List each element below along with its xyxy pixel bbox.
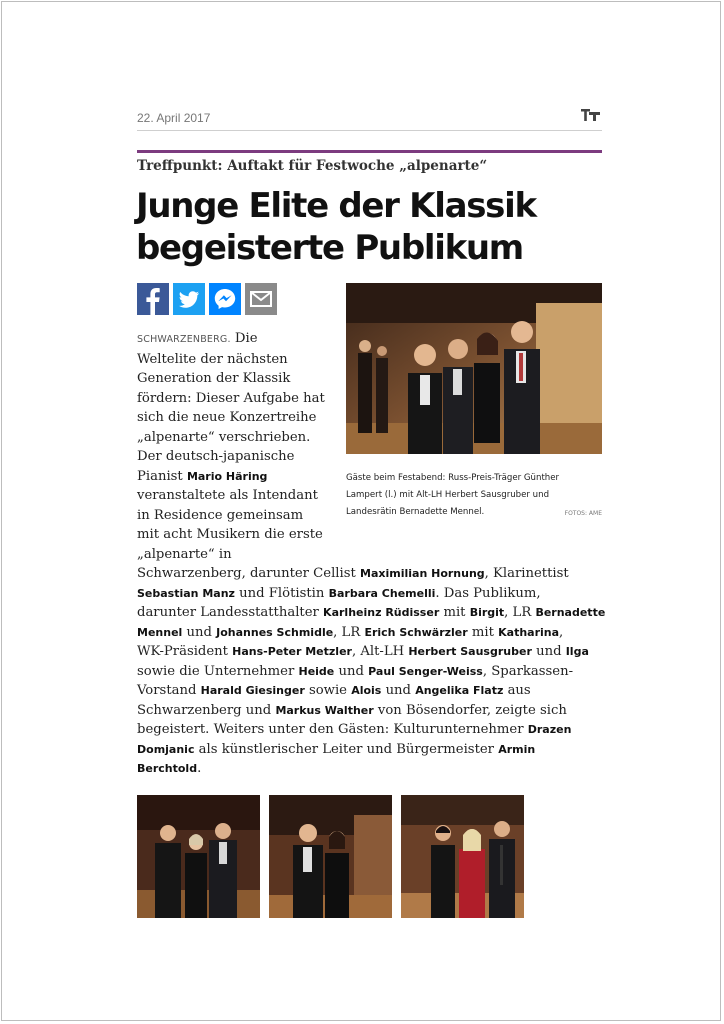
person-name: Johannes Schmidle <box>216 625 334 639</box>
body-line: Der deutsch-japanische <box>137 449 295 464</box>
body-text: und Flötistin <box>239 585 325 601</box>
body-text: als künstlerischer Leiter und Bürgermeister <box>198 741 494 757</box>
person-name: Alois <box>351 684 382 697</box>
body-line: „alpenarte“ in <box>137 546 232 562</box>
body-text: Vorstand <box>137 683 197 698</box>
section-divider <box>137 150 602 153</box>
body-text: WK-Präsident <box>137 644 228 659</box>
person-name: Armin <box>498 742 536 756</box>
headline-line-2: begeisterte Publikum <box>136 228 523 268</box>
body-line: Generation der Klassik <box>137 371 291 386</box>
body-text: sowie die Unternehmer <box>137 663 295 679</box>
article-body-full-width <box>137 564 607 779</box>
body-text: sowie <box>308 683 347 698</box>
person-name: Ilga <box>565 645 589 658</box>
body-text: Die <box>234 331 258 346</box>
caption-line-3 <box>346 504 602 521</box>
body-line: Weltelite der nächsten <box>137 351 288 367</box>
share-bar <box>137 283 277 315</box>
article-body-column <box>137 329 337 564</box>
body-text: . Das Publikum, <box>435 585 541 601</box>
photo-caption <box>346 470 602 522</box>
body-text: , LR <box>333 624 361 640</box>
photo-credit: FOTOS: AME <box>564 510 602 517</box>
body-text: , LR <box>504 605 532 620</box>
twitter-icon[interactable] <box>173 283 205 315</box>
person-name: Mennel <box>137 625 183 639</box>
person-name: Barbara Chemelli <box>328 586 436 600</box>
header-divider <box>137 130 602 131</box>
body-text: mit <box>443 605 466 620</box>
person-name: Heide <box>298 664 335 678</box>
dateline: SCHWARZENBERG. <box>137 334 231 345</box>
person-name: Bernadette <box>535 606 606 619</box>
body-line: fördern: Dieser Aufgabe hat <box>137 390 325 406</box>
body-text: , Alt-LH <box>351 644 405 659</box>
person-name: Sebastian Manz <box>137 586 235 600</box>
person-name: Herbert Sausgruber <box>408 645 532 658</box>
caption-line-1: Gäste beim Festabend: Russ-Preis-Träger Günther <box>346 473 560 483</box>
person-name: Hans-Peter Metzler <box>232 645 352 658</box>
body-text: begeistert. Weiters unter den Gästen: Kulturunternehmer <box>137 722 524 737</box>
gallery-photo[interactable] <box>269 795 392 918</box>
gallery-photo[interactable] <box>137 795 260 918</box>
body-text: und <box>385 683 411 698</box>
article-kicker: Treffpunkt: Auftakt für Festwoche „alpenarte“ <box>137 158 488 174</box>
body-line: mit acht Musikern die erste <box>137 527 323 542</box>
headline-line-1: Junge Elite der Klassik <box>136 186 536 226</box>
body-text: und <box>338 663 364 679</box>
main-photo <box>346 283 602 454</box>
body-text: und <box>186 624 212 640</box>
person-name: Harald Giesinger <box>200 684 305 697</box>
body-text: darunter Landesstatthalter <box>137 605 319 620</box>
person-name: Karlheinz Rüdisser <box>323 606 440 619</box>
body-text: , <box>559 624 564 640</box>
publication-date: 22. April 2017 <box>137 111 211 125</box>
body-text: , Klarinettist <box>484 566 569 581</box>
person-name: Angelika Flatz <box>415 684 504 697</box>
body-text: mit <box>471 624 494 640</box>
article-headline <box>136 185 606 269</box>
person-name: Erich Schwärzler <box>364 625 468 639</box>
person-name: Berchtold <box>137 762 198 775</box>
body-line: in Residence gemeinsam <box>137 507 304 523</box>
body-line: sich die neue Konzertreihe <box>137 410 317 425</box>
body-text: . <box>197 761 202 776</box>
person-name: Domjanic <box>137 742 195 756</box>
person-name: Paul Senger-Weiss <box>368 664 483 678</box>
person-name: Katharina <box>498 625 560 639</box>
body-text: und <box>536 644 562 659</box>
mail-icon[interactable] <box>245 283 277 315</box>
body-line: „alpenarte“ verschrieben. <box>137 429 311 445</box>
body-text: von Bösendorfer, zeigte sich <box>377 702 567 718</box>
caption-line-3-text: Landesrätin Bernadette Mennel. <box>346 507 485 517</box>
person-name: Drazen <box>527 723 572 736</box>
body-text: , Sparkassen- <box>482 663 574 679</box>
person-name: Mario Häring <box>186 469 268 483</box>
caption-line-2: Lampert (l.) mit Alt-LH Herbert Sausgruber und <box>346 490 550 500</box>
body-text: Schwarzenberg und <box>137 702 272 718</box>
messenger-icon[interactable] <box>209 283 241 315</box>
body-line: veranstaltete als Intendant <box>137 488 318 503</box>
gallery-photo[interactable] <box>401 795 524 918</box>
body-text: Pianist <box>137 468 183 484</box>
text-size-icon[interactable] <box>581 108 601 125</box>
person-name: Maximilian Hornung <box>360 567 485 580</box>
body-text: Schwarzenberg, darunter Cellist <box>137 566 356 581</box>
body-text: aus <box>507 683 531 698</box>
person-name: Birgit <box>469 606 505 619</box>
facebook-icon[interactable] <box>137 283 169 315</box>
person-name: Markus Walther <box>275 703 374 717</box>
